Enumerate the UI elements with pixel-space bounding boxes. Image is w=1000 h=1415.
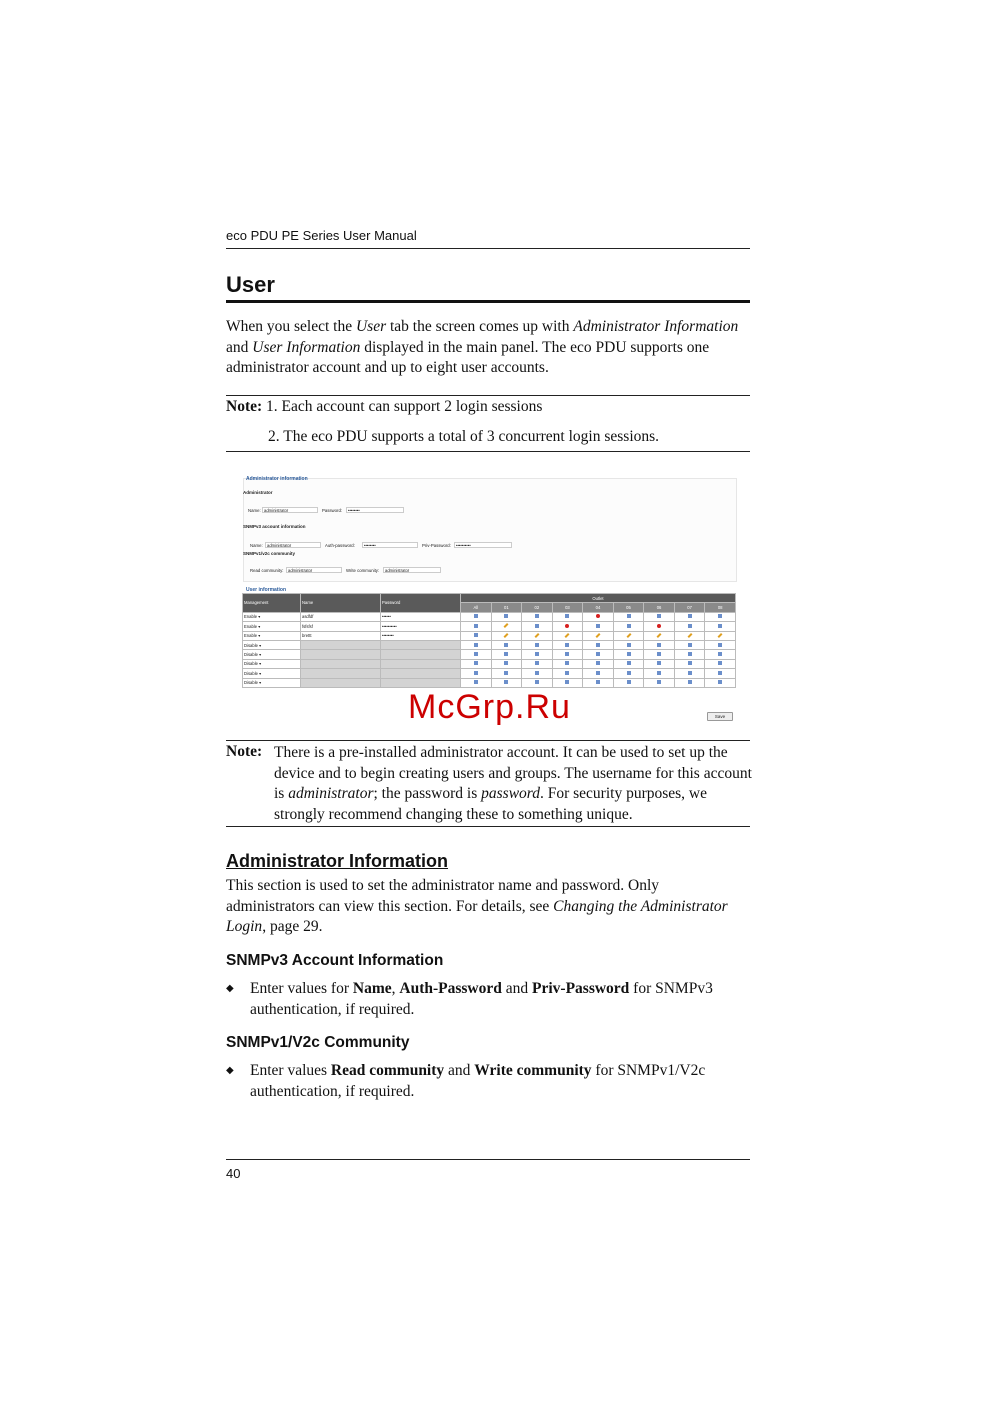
management-select[interactable]: Disable ▾ [243, 659, 301, 668]
snmpv1-bullet-text: Enter values Read community and Write community for SNMPv1/V2c authentication, if required. [250, 1062, 706, 1100]
user-password-input[interactable]: •••••••• [381, 631, 461, 640]
no-access-icon [596, 680, 600, 684]
outlet-permission-cell[interactable] [552, 650, 583, 659]
outlet-permission-cell[interactable] [552, 659, 583, 668]
no-access-icon [688, 671, 692, 675]
no-access-icon [474, 643, 478, 647]
no-access-icon [474, 652, 478, 656]
outlet-permission-cell[interactable] [552, 622, 583, 631]
outlet-permission-cell[interactable] [522, 631, 553, 640]
user-row [243, 640, 736, 649]
outlet-permission-cell[interactable] [583, 622, 614, 631]
write-community-input[interactable]: administrator [383, 567, 441, 573]
outlet-permission-cell[interactable] [491, 622, 522, 631]
key-icon [534, 633, 539, 638]
no-access-icon [718, 661, 722, 665]
bullet-icon: ◆ [226, 983, 234, 994]
outlet-permission-cell[interactable] [522, 650, 553, 659]
user-row [243, 622, 736, 631]
no-access-icon [596, 643, 600, 647]
intro-paragraph: When you select the User tab the screen comes up with Administrator Information and User Information displayed in the main panel. The eco PDU supports one administrator account and up to eight user accounts. [226, 318, 739, 376]
outlet-permission-cell[interactable] [461, 650, 492, 659]
col-password: Password [381, 594, 461, 613]
no-access-icon [718, 671, 722, 675]
user-password-input[interactable] [381, 659, 461, 668]
outlet-permission-cell[interactable] [552, 631, 583, 640]
outlet-permission-cell[interactable] [491, 650, 522, 659]
no-access-icon [535, 614, 539, 618]
no-access-icon [657, 614, 661, 618]
page-number: 40 [226, 1166, 241, 1181]
outlet-permission-cell[interactable] [705, 612, 736, 621]
outlet-permission-cell[interactable] [705, 640, 736, 649]
no-access-icon [474, 633, 478, 637]
no-access-icon [688, 624, 692, 628]
note-rule-top [226, 395, 750, 396]
outlet-permission-cell[interactable] [705, 650, 736, 659]
no-access-icon [474, 671, 478, 675]
key-icon [657, 633, 662, 638]
outlet-permission-cell[interactable] [522, 622, 553, 631]
outlet-permission-cell[interactable] [491, 669, 522, 678]
no-access-icon [627, 643, 631, 647]
title-rule [226, 300, 750, 303]
no-access-icon [718, 614, 722, 618]
footer-rule [226, 1159, 750, 1160]
user-name-input[interactable] [301, 678, 381, 687]
outlet-permission-cell[interactable] [644, 622, 675, 631]
no-access-icon [535, 661, 539, 665]
user-row [243, 659, 736, 668]
outlet-permission-cell[interactable] [491, 631, 522, 640]
user-password-input[interactable] [381, 650, 461, 659]
management-select[interactable]: Enable ▾ [243, 631, 301, 640]
outlet-permission-cell[interactable] [522, 612, 553, 621]
outlet-permission-cell[interactable] [552, 669, 583, 678]
management-select[interactable]: Disable ▾ [243, 669, 301, 678]
user-table [242, 593, 736, 688]
no-access-icon [504, 652, 508, 656]
outlet-permission-cell[interactable] [522, 669, 553, 678]
user-name-input[interactable]: fsfsfsf [301, 622, 381, 631]
admin-name-input[interactable]: administrator [262, 507, 318, 513]
outlet-header: 01 [491, 603, 522, 612]
outlet-header: 07 [674, 603, 705, 612]
outlet-permission-cell[interactable] [644, 678, 675, 687]
no-access-icon [596, 661, 600, 665]
management-select[interactable]: Enable ▾ [243, 622, 301, 631]
user-row [243, 669, 736, 678]
outlet-permission-cell[interactable] [644, 640, 675, 649]
key-icon [718, 633, 723, 638]
no-access-icon [688, 680, 692, 684]
no-access-icon [535, 671, 539, 675]
snmpv3-name-input[interactable]: administrator [265, 542, 321, 548]
snmpv1-heading: SNMPv1/V2c Community [226, 1034, 410, 1051]
outlet-header: 08 [705, 603, 736, 612]
key-icon [626, 633, 631, 638]
outlet-permission-cell[interactable] [583, 650, 614, 659]
no-access-icon [565, 643, 569, 647]
outlet-permission-cell[interactable] [644, 669, 675, 678]
outlet-permission-cell[interactable] [491, 659, 522, 668]
management-select[interactable]: Disable ▾ [243, 678, 301, 687]
col-outlet: Outlet [461, 594, 736, 603]
no-access-icon [718, 643, 722, 647]
note2-rule-bottom [226, 826, 750, 827]
watermark: McGrp.Ru [408, 688, 571, 726]
admin-info-paragraph: This section is used to set the administrator name and password. Only administrators can view this section. For details, see Changing the Administrator Login, page 29. [226, 877, 728, 935]
snmpv3-bullet-text: Enter values for Name, Auth-Password and Priv-Password for SNMPv3 authentication, if required. [250, 980, 713, 1018]
admin-subtitle: Administrator [243, 490, 273, 495]
outlet-permission-cell[interactable] [674, 669, 705, 678]
no-access-icon [565, 671, 569, 675]
outlet-permission-cell[interactable] [583, 640, 614, 649]
outlet-header: 04 [583, 603, 614, 612]
no-access-icon [657, 661, 661, 665]
read-community-input[interactable]: administrator [286, 567, 342, 573]
no-access-icon [657, 652, 661, 656]
outlet-permission-cell[interactable] [644, 650, 675, 659]
outlet-header: All [461, 603, 492, 612]
no-access-icon [718, 680, 722, 684]
snmpv3-subtitle: SNMPv3 account information [243, 524, 306, 529]
outlet-permission-cell[interactable] [613, 622, 644, 631]
outlet-header: 05 [613, 603, 644, 612]
no-access-icon [535, 643, 539, 647]
no-access-icon [657, 671, 661, 675]
heart-icon [565, 624, 569, 628]
outlet-permission-cell[interactable] [461, 640, 492, 649]
snmpv1-subtitle: SNMPv1/v2c community [243, 551, 296, 556]
no-access-icon [596, 624, 600, 628]
admin-password-input[interactable]: •••••••• [346, 507, 404, 513]
snmpv3-name-label: Name: [250, 543, 263, 548]
outlet-permission-cell[interactable] [674, 640, 705, 649]
outlet-permission-cell[interactable] [461, 678, 492, 687]
col-name: Name [301, 594, 381, 613]
note-rule-bottom [226, 451, 750, 452]
user-password-input[interactable] [381, 678, 461, 687]
bullet-icon: ◆ [226, 1065, 234, 1076]
outlet-permission-cell[interactable] [613, 631, 644, 640]
user-row [243, 650, 736, 659]
note-login-item2: 2. The eco PDU supports a total of 3 concurrent login sessions. [268, 428, 660, 445]
no-access-icon [657, 680, 661, 684]
outlet-permission-cell[interactable] [552, 640, 583, 649]
save-button[interactable]: Save [707, 712, 733, 721]
priv-password-label: Priv-Password: [422, 543, 451, 548]
no-access-icon [504, 680, 508, 684]
outlet-permission-cell[interactable] [491, 678, 522, 687]
outlet-permission-cell[interactable] [461, 659, 492, 668]
no-access-icon [627, 680, 631, 684]
outlet-permission-cell[interactable] [644, 612, 675, 621]
no-access-icon [657, 643, 661, 647]
user-info-title: User information [246, 587, 287, 593]
no-access-icon [474, 661, 478, 665]
no-access-icon [718, 652, 722, 656]
no-access-icon [627, 624, 631, 628]
outlet-permission-cell[interactable] [674, 612, 705, 621]
no-access-icon [688, 614, 692, 618]
user-password-input[interactable]: •••••• [381, 612, 461, 621]
no-access-icon [627, 652, 631, 656]
write-community-label: Write community: [346, 568, 380, 573]
user-row [243, 678, 736, 687]
user-row [243, 631, 736, 640]
auth-password-label: Auth-password: [325, 543, 355, 548]
heart-icon [657, 624, 661, 628]
no-access-icon [535, 624, 539, 628]
outlet-permission-cell[interactable] [674, 659, 705, 668]
outlet-permission-cell[interactable] [613, 640, 644, 649]
outlet-permission-cell[interactable] [522, 678, 553, 687]
running-header: eco PDU PE Series User Manual [226, 228, 417, 243]
admin-password-label: Password: [322, 508, 343, 513]
admin-name-label: Name: [248, 508, 261, 513]
no-access-icon [535, 680, 539, 684]
no-access-icon [688, 643, 692, 647]
heart-icon [596, 614, 600, 618]
outlet-permission-cell[interactable] [705, 659, 736, 668]
outlet-permission-cell[interactable] [461, 669, 492, 678]
no-access-icon [627, 614, 631, 618]
outlet-permission-cell[interactable] [674, 622, 705, 631]
key-icon [595, 633, 600, 638]
outlet-permission-cell[interactable] [552, 612, 583, 621]
outlet-header: 06 [644, 603, 675, 612]
user-password-input[interactable] [381, 640, 461, 649]
outlet-permission-cell[interactable] [583, 612, 614, 621]
outlet-header: 02 [522, 603, 553, 612]
user-name-input[interactable]: asdfdf [301, 612, 381, 621]
admin-info-title: Administrator information [246, 476, 308, 482]
user-name-input[interactable] [301, 669, 381, 678]
management-select[interactable]: Disable ▾ [243, 650, 301, 659]
page-title: User [226, 272, 275, 297]
no-access-icon [596, 652, 600, 656]
note-login-item1: Note: 1. Each account can support 2 login sessions [226, 398, 543, 415]
outlet-permission-cell[interactable] [613, 659, 644, 668]
outlet-permission-cell[interactable] [705, 631, 736, 640]
no-access-icon [504, 614, 508, 618]
no-access-icon [504, 671, 508, 675]
header-rule [226, 248, 750, 249]
outlet-permission-cell[interactable] [461, 631, 492, 640]
outlet-permission-cell[interactable] [583, 669, 614, 678]
management-select[interactable]: Disable ▾ [243, 640, 301, 649]
user-password-input[interactable]: •••••••••• [381, 622, 461, 631]
no-access-icon [474, 624, 478, 628]
admin-info-heading: Administrator Information [226, 851, 449, 871]
key-icon [687, 633, 692, 638]
management-select[interactable]: Enable ▾ [243, 612, 301, 621]
priv-password-input[interactable]: •••••••••• [454, 542, 512, 548]
user-name-input[interactable]: brettt [301, 631, 381, 640]
outlet-permission-cell[interactable] [583, 678, 614, 687]
outlet-permission-cell[interactable] [491, 640, 522, 649]
col-management: Management [243, 594, 301, 613]
outlet-permission-cell[interactable] [674, 650, 705, 659]
key-icon [504, 633, 509, 638]
user-name-input[interactable] [301, 650, 381, 659]
user-password-input[interactable] [381, 669, 461, 678]
outlet-permission-cell[interactable] [644, 659, 675, 668]
outlet-header: 03 [552, 603, 583, 612]
no-access-icon [474, 614, 478, 618]
no-access-icon [565, 661, 569, 665]
user-name-input[interactable] [301, 659, 381, 668]
no-access-icon [718, 624, 722, 628]
no-access-icon [627, 661, 631, 665]
outlet-permission-cell[interactable] [674, 678, 705, 687]
outlet-permission-cell[interactable] [705, 669, 736, 678]
no-access-icon [596, 671, 600, 675]
no-access-icon [565, 614, 569, 618]
outlet-permission-cell[interactable] [583, 631, 614, 640]
outlet-permission-cell[interactable] [613, 669, 644, 678]
user-name-input[interactable] [301, 640, 381, 649]
no-access-icon [504, 661, 508, 665]
outlet-permission-cell[interactable] [613, 650, 644, 659]
no-access-icon [504, 643, 508, 647]
no-access-icon [688, 661, 692, 665]
outlet-permission-cell[interactable] [461, 622, 492, 631]
outlet-permission-cell[interactable] [552, 678, 583, 687]
outlet-permission-cell[interactable] [583, 659, 614, 668]
outlet-permission-cell[interactable] [674, 631, 705, 640]
outlet-permission-cell[interactable] [522, 640, 553, 649]
outlet-permission-cell[interactable] [491, 612, 522, 621]
outlet-permission-cell[interactable] [613, 678, 644, 687]
no-access-icon [688, 652, 692, 656]
note-admin-text: There is a pre-installed administrator account. It can be used to set up the device and to begin creating users and groups. The username for this account is administrator; the password is password. For security purposes, we strongly recommend changing these to something unique. [274, 744, 752, 823]
no-access-icon [535, 652, 539, 656]
key-icon [504, 623, 509, 628]
note2-rule-top [226, 740, 750, 741]
outlet-permission-cell[interactable] [644, 631, 675, 640]
no-access-icon [565, 680, 569, 684]
outlet-permission-cell[interactable] [613, 612, 644, 621]
snmpv3-heading: SNMPv3 Account Information [226, 952, 444, 969]
no-access-icon [474, 680, 478, 684]
note-admin-label: Note: [226, 743, 263, 760]
outlet-permission-cell[interactable] [461, 612, 492, 621]
outlet-permission-cell[interactable] [705, 622, 736, 631]
read-community-label: Read community: [250, 568, 284, 573]
outlet-permission-cell[interactable] [705, 678, 736, 687]
key-icon [565, 633, 570, 638]
auth-password-input[interactable]: •••••••• [362, 542, 418, 548]
outlet-permission-cell[interactable] [522, 659, 553, 668]
user-row [243, 612, 736, 621]
no-access-icon [565, 652, 569, 656]
no-access-icon [627, 671, 631, 675]
